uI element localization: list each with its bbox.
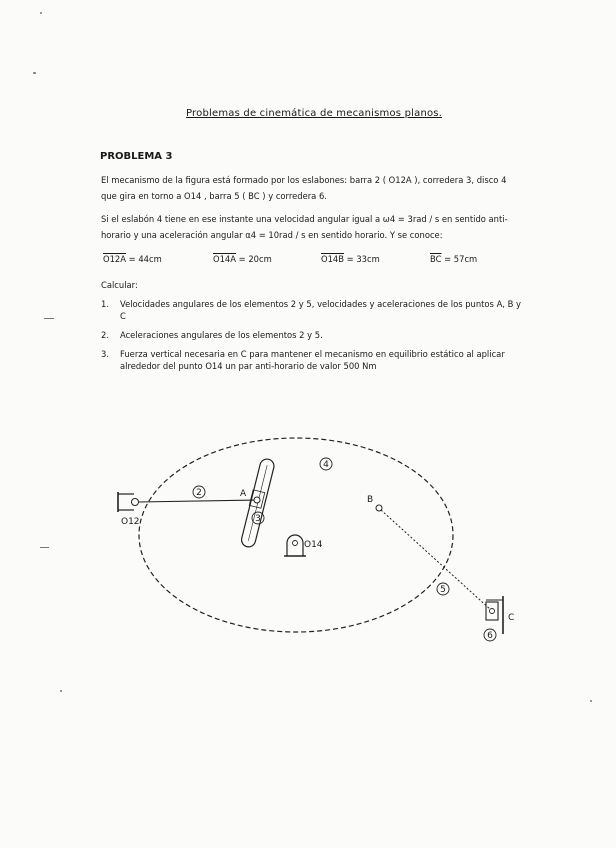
slider-6: [486, 596, 503, 634]
document-title: Problemas de cinemática de mecanismos planos.: [186, 108, 443, 119]
svg-text:4: 4: [323, 460, 329, 470]
problem-description: El mecanismo de la figura está formado por los eslabones: barra 2 ( O12A ), corredera 3, disco 4 que gira en torno a O14 , barra 5 ( BC ) y corredera 6.: [101, 175, 507, 201]
list-item-number: 1.: [101, 299, 109, 309]
given-o12a: O12A = 44cm: [103, 254, 162, 264]
label-link-4: [320, 458, 332, 470]
svg-text:6: 6: [487, 631, 493, 641]
ground-pivot-o12: [118, 492, 139, 512]
scan-artifact: [40, 547, 49, 548]
scan-artifact: [590, 700, 592, 702]
svg-text:3: 3: [255, 514, 261, 524]
calculate-label: Calcular:: [101, 280, 138, 290]
list-item-text: Fuerza vertical necesaria en C para mantener el mecanismo en equilibrio estático al aplicar alrededor del punto O14 un par anti-horario de valor 500 Nm: [120, 349, 505, 371]
list-item-number: 3.: [101, 349, 109, 359]
list-item-text: Velocidades angulares de los elementos 2 y 5, velocidades y aceleraciones de los puntos A, B y C: [120, 299, 521, 321]
problem-heading: PROBLEMA 3: [100, 151, 173, 162]
joint-a: [254, 497, 260, 503]
given-bc: $\overline{BC} = 57cm$: [430, 254, 478, 264]
label-point-c: C: [508, 613, 515, 623]
label-link-6: [484, 629, 496, 641]
label-point-b: B: [367, 495, 374, 505]
label-link-2: [193, 486, 205, 498]
link-5: [381, 510, 491, 610]
label-pivot-o14: O14: [304, 540, 323, 550]
problem-conditions: Si el eslabón 4 tiene en ese instante una velocidad angular igual a ω4 = 3rad / s en sentido anti-horario y una aceleración angular α4 = 10rad / s en sentido horario. Y se conoce:: [101, 214, 508, 240]
scan-artifact: [40, 12, 42, 14]
label-pivot-o12: O12: [121, 517, 140, 527]
scan-artifact: [33, 72, 36, 74]
ground-pivot-o14: [284, 535, 306, 556]
scan-artifact: [60, 690, 62, 692]
svg-text:2: 2: [196, 488, 202, 498]
given-o14a: O14A = 20cm: [213, 254, 272, 264]
label-link-5: [437, 583, 449, 595]
svg-text:5: 5: [440, 585, 446, 595]
scan-artifact: [44, 318, 54, 319]
list-item-text: Aceleraciones angulares de los elementos 2 y 5.: [120, 330, 323, 340]
label-point-a: A: [240, 489, 247, 499]
given-o14b: O14B = 33cm: [321, 254, 380, 264]
link-2: [138, 500, 256, 502]
list-item-number: 2.: [101, 330, 109, 340]
